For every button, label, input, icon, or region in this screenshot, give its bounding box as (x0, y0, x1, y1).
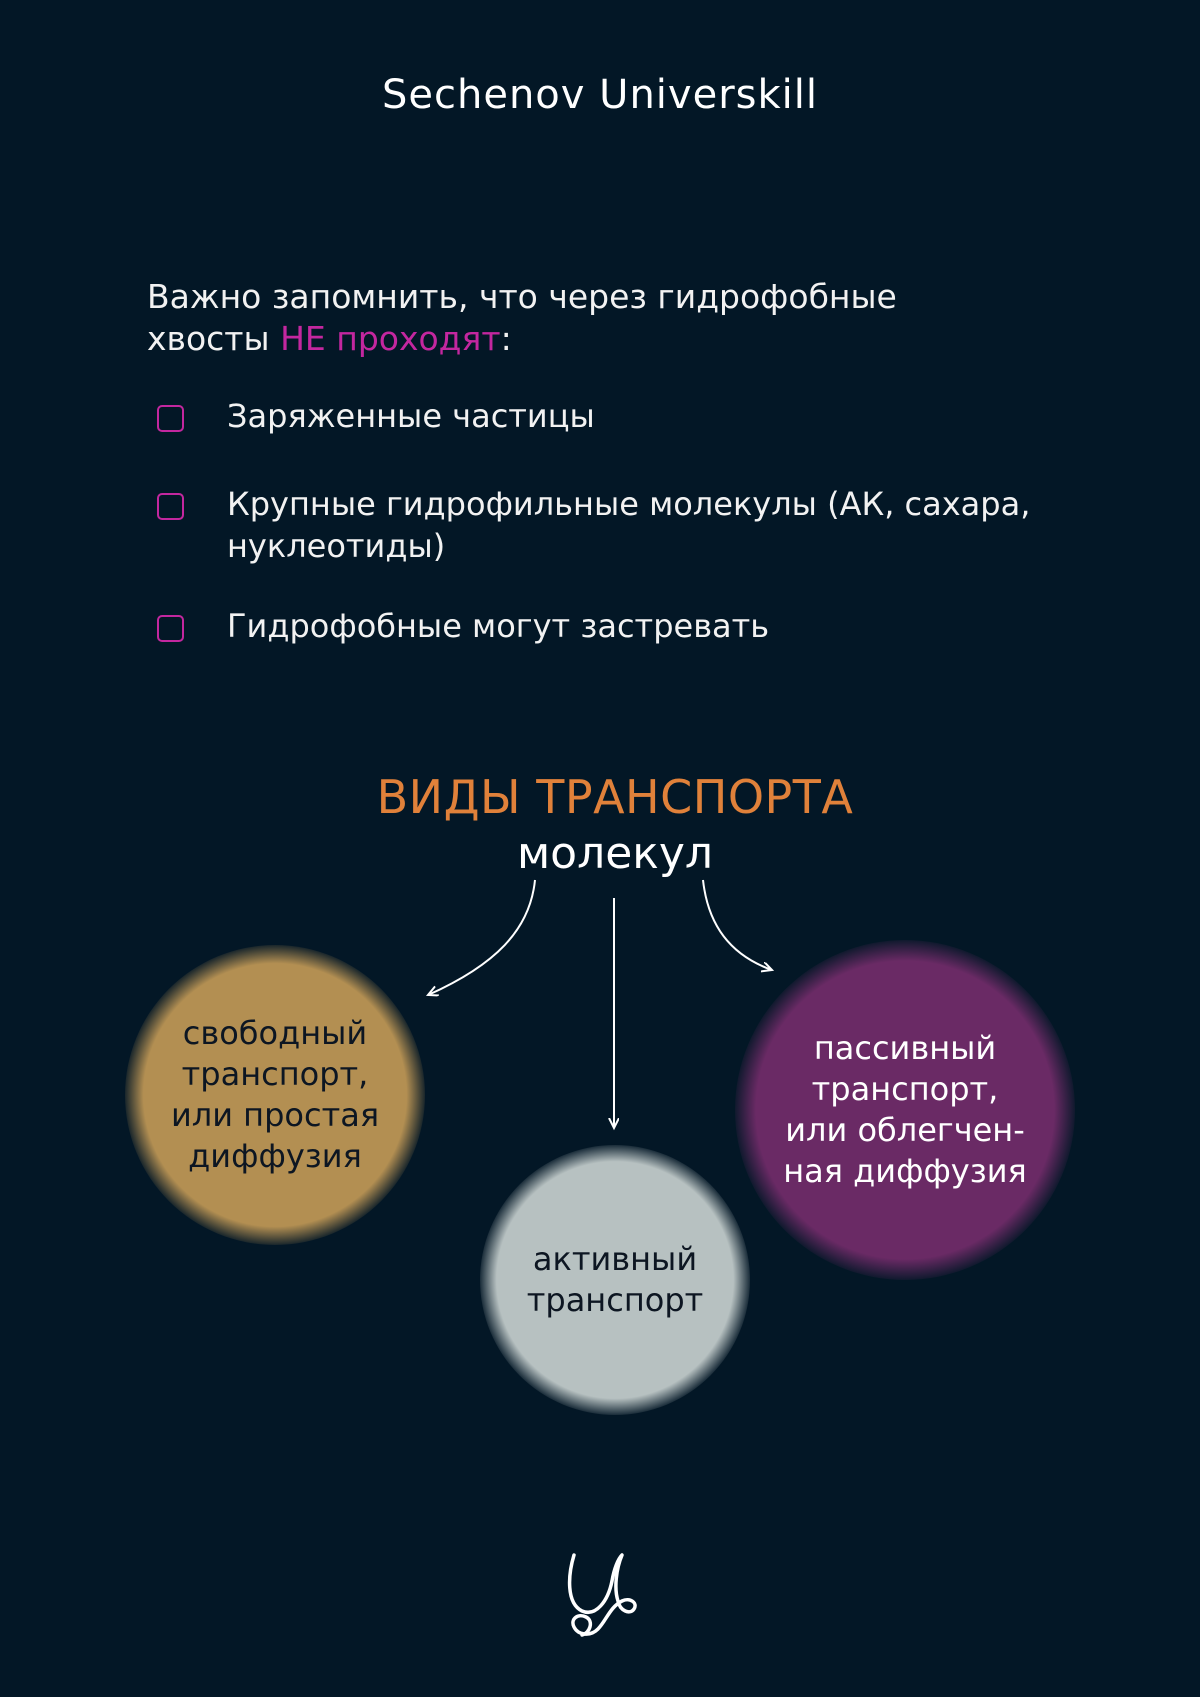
intro-text-end: : (500, 319, 512, 358)
free-transport-circle (125, 945, 425, 1245)
brand-title: Sechenov Universkill (382, 72, 818, 118)
arrow-left (428, 880, 535, 995)
list-item-label: Гидрофобные могут застревать (227, 607, 770, 645)
passive-transport-label: пассивный транспорт, или облегчен- ная диффузия (783, 1029, 1027, 1190)
free-transport-label: свободный транспорт, или простая диффузия (170, 1014, 380, 1175)
list-item-label: Крупные гидрофильные молекулы (АК, сахара, нуклеотиды) (227, 485, 1031, 565)
intro-highlight: НЕ проходят (280, 319, 501, 358)
intro-text-start: Важно запомнить, что через гидрофобные хвосты (147, 277, 897, 358)
active-transport-label: активный транспорт (526, 1240, 704, 1319)
section-subtitle: молекул (516, 828, 714, 879)
active-transport-circle (480, 1145, 750, 1415)
arrow-right (703, 880, 772, 970)
passive-transport-circle (735, 940, 1075, 1280)
section-title: ВИДЫ ТРАНСПОРТА (376, 770, 854, 824)
list-item-label: Заряженные частицы (227, 397, 595, 435)
us-monogram-logo-icon (560, 1545, 640, 1640)
